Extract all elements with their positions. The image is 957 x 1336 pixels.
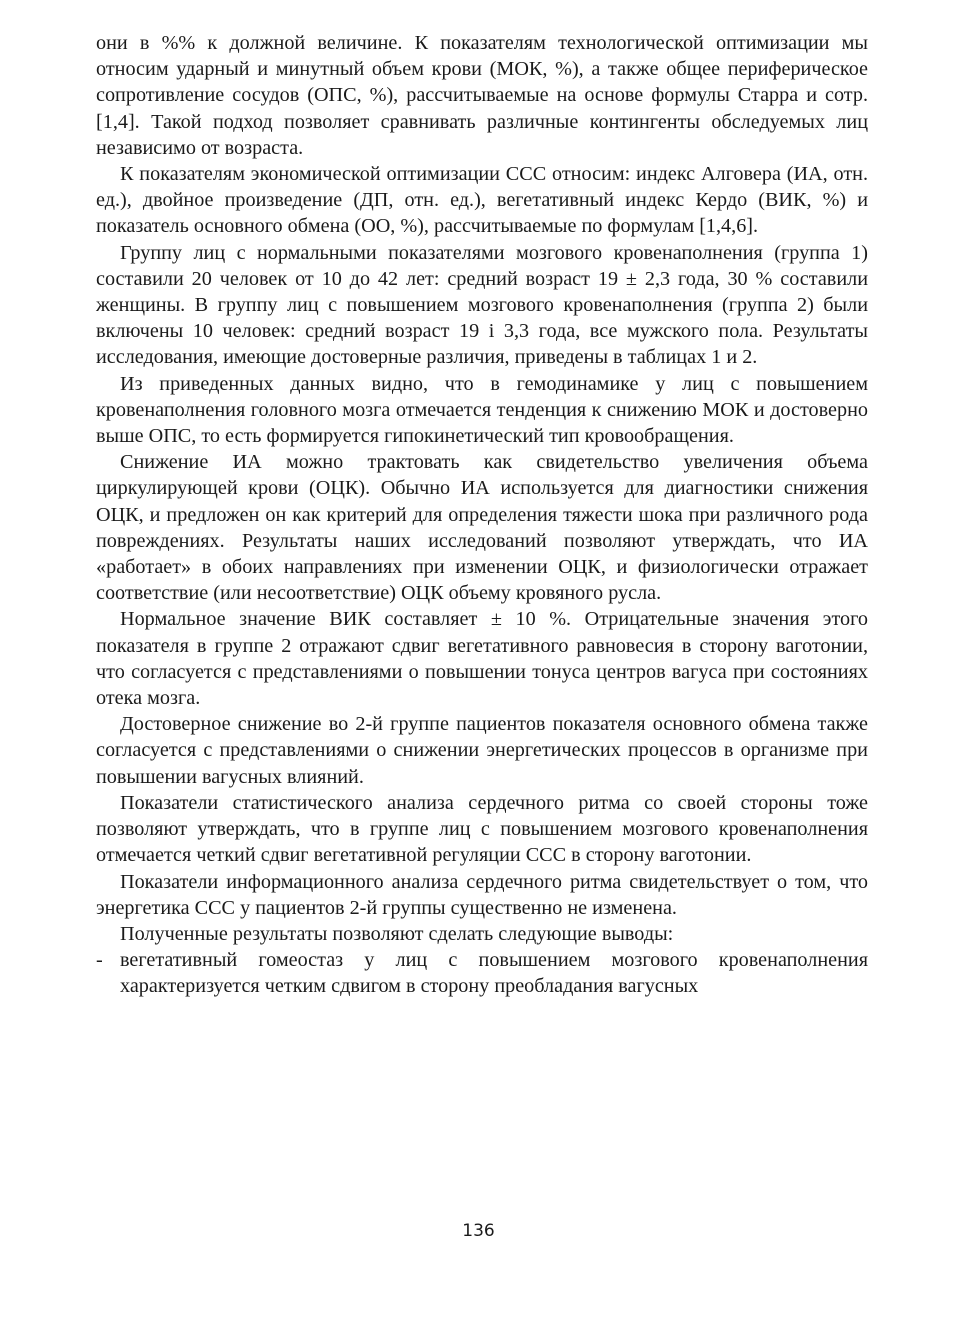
page-body (96, 30, 868, 1000)
page-number: 136 (462, 1221, 495, 1241)
paragraph: Нормальное значение ВИК составляет ± 10 %. Отрицательные значения этого показателя в группе 2 отражают сдвиг вегетативного равновесия в сторону ваготонии, что согласуется с представлениями о повышении тонуса центров вагуса при состояниях отека мозга. (96, 608, 868, 710)
list-item (96, 947, 868, 999)
paragraph: Снижение ИА можно трактовать как свидетельство увеличения объема циркулирующей крови (ОЦК). Обычно ИА используется для диагностики снижения ОЦК, и предложен он как критерий для определения тяжести шока при различного рода повреждениях. Результаты наших исследований позволяют утверждать, что ИА «работает» в обоих направлениях при изменении ОЦК, и физиологически отражает соответствие (или несоответствие) ОЦК объему кровяного русла. (96, 451, 868, 605)
paragraph: Показатели статистического анализа сердечного ритма со своей стороны тоже позволяют утверждать, что в группе лиц с повышением мозгового кровенаполнения отмечается четкий сдвиг вегетативной регуляции ССС в сторону ваготонии. (96, 791, 868, 867)
paragraph: К показателям экономической оптимизации ССС относим: индекс Алговера (ИА, отн. ед.), двойное произведение (ДП, отн. ед.), вегетативный индекс Кердо (ВИК, %) и показатель основного обмена (ОО, %), рассчитываемые по формулам [1,4,6]. (96, 163, 868, 238)
paragraph: Показатели информационного анализа сердечного ритма свидетельствует о том, что энергетика ССС у пациентов 2-й группы существенно не изменена. (96, 870, 868, 919)
paragraph: Группу лиц с нормальными показателями мозгового кровенаполнения (группа 1) составили 20 человек от 10 до 42 лет: средний возраст 19 ± 2,3 года, 30 % составили женщины. В группу лиц с повышением мозгового кровенаполнения (группа 2) были включены 10 человек: средний возраст 19 і 3,3 года, все мужского пола. Результаты исследования, имеющие достоверные различия, приведены в таблицах 1 и 2. (96, 241, 868, 369)
list-item-text: вегетативный гомеостаз у лиц с повышением мозгового кровенаполнения характеризуется четким сдвигом в сторону преобладания вагусных (120, 949, 868, 998)
list-bullet: - (96, 949, 103, 972)
paragraph: Полученные результаты позволяют сделать следующие выводы: (120, 922, 674, 945)
paragraph: Достоверное снижение во 2-й группе пациентов показателя основного обмена также согласуется с представлениями о снижении энергетических процессов в организме при повышении вагусных влияний. (96, 713, 868, 788)
paragraph: они в %% к должной величине. К показателям технологической оптимизации мы относим ударный и минутный объем крови (МОК, %), а также общее периферическое сопротивление сосудов (ОПС, %), рассчитываемые на основе формулы Старра и сотр. [1,4]. Такой подход позволяет сравнивать различные контингенты обследуемых лиц независимо от возраста. (96, 32, 868, 159)
paragraph: Из приведенных данных видно, что в гемодинамике у лиц с повышением кровенаполнения головного мозга отмечается тенденция к снижению МОК и достоверно выше ОПС, то есть формируется гипокинетический тип кровообращения. (96, 372, 868, 448)
